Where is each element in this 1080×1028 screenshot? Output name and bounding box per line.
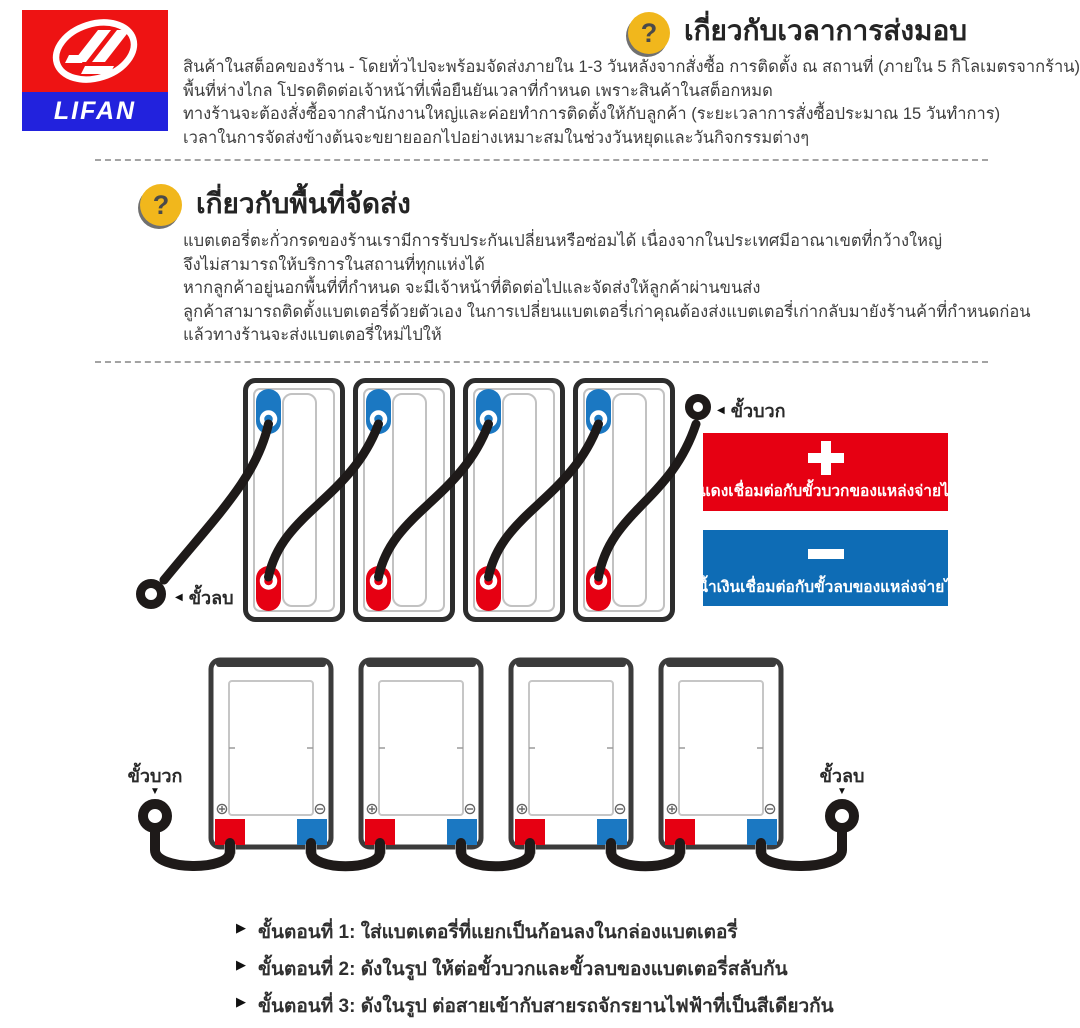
delivery-time-paragraph [183, 56, 1080, 150]
left-arrow-icon: ◀ [717, 404, 725, 416]
label-positive-terminal-top [717, 396, 786, 425]
section-title-delivery-time: เกี่ยวกับเวลาการส่งมอบ [684, 15, 968, 46]
down-arrow-icon: ▼ [150, 786, 160, 797]
text-line: จึงไม่สามารถให้บริการในสถานที่ทุกแห่งได้ [183, 255, 485, 274]
text-line: แบตเตอรี่ตะกั่วกรดของร้านเรามีการรับประกันเปลี่ยนหรือซ่อมได้ เนื่องจากในประเทศมีอาณาเขตที่กว้างใหญ่ [183, 232, 943, 250]
terminal-label-text: ขั้วบวก [730, 401, 786, 421]
label-negative-terminal-top [175, 583, 234, 612]
question-icon [140, 184, 182, 226]
battery-pack-front-view [143, 660, 854, 866]
step-item [236, 954, 834, 984]
dashed-separator [95, 361, 988, 363]
legend-negative-text: สีน้ำเงินเชื่อมต่อกับขั้วลบของแหล่งจ่ายไฟ [687, 579, 964, 596]
step-text: ขั้นตอนที่ 3: ดังในรูป ต่อสายเข้ากับสายรถจักรยานไฟฟ้าที่เป็นสีเดียวกัน [258, 996, 834, 1017]
dashed-separator [95, 159, 988, 161]
lifan-logo [22, 10, 168, 131]
question-mark-glyph: ? [152, 189, 170, 220]
negative-ring-terminal-bottom [830, 804, 854, 828]
lifan-name-band [22, 92, 168, 131]
down-arrow-icon: ▼ [837, 786, 847, 797]
left-arrow-icon: ◀ [175, 591, 183, 603]
installation-steps [236, 917, 834, 1028]
step-text: ขั้นตอนที่ 2: ดังในรูป ให้ต่อขั้วบวกและขั้วลบของแบตเตอรี่สลับกัน [258, 959, 788, 980]
section-title-delivery-area: เกี่ยวกับพื้นที่จัดส่ง [196, 188, 411, 219]
step-bullet-icon: ▶ [236, 920, 246, 935]
step-item [236, 991, 834, 1021]
negative-ring-terminal-top [141, 584, 162, 605]
step-item [236, 917, 834, 947]
text-line: ลูกค้าสามารถติดตั้งแบตเตอรี่ด้วยตัวเอง ในการเปลี่ยนแบตเตอรี่เก่าคุณต้องส่งแบตเตอรี่เก่ากลับมายังร้านค้าที่กำหนดก่อน [183, 302, 1031, 321]
plus-icon [808, 441, 844, 475]
lifan-emblem [22, 10, 168, 92]
text-line: เวลาในการจัดส่งข้างต้นจะขยายออกไปอย่างเหมาะสมในช่วงวันหยุดและวันกิจกรรมต่างๆ [183, 128, 810, 147]
question-mark-glyph: ? [640, 17, 658, 48]
step-text: ขั้นตอนที่ 1: ใส่แบตเตอรี่ที่แยกเป็นก้อนลงในกล่องแบตเตอรี่ [258, 922, 738, 943]
terminal-label-text: ขั้วลบ [188, 588, 234, 608]
text-line: สินค้าในสต็อคของร้าน - โดยทั่วไปจะพร้อมจัดส่งภายใน 1-3 วันหลังจากสั่งซื้อ การติดตั้ง ณ สถานที่ (ภายใน 5 กิโลเมตรจากร้าน) [183, 58, 1080, 76]
text-line: แล้วทางร้านจะส่งแบตเตอรี่ใหม่ไปให้ [183, 326, 442, 344]
delivery-area-paragraph [183, 230, 1031, 348]
step-bullet-icon: ▶ [236, 957, 246, 972]
legend-positive-banner [691, 433, 960, 511]
lifan-wordmark: LIFAN [53, 97, 137, 125]
positive-ring-terminal-top [689, 398, 707, 416]
minus-icon [808, 537, 844, 571]
text-line: พื้นที่ห่างไกล โปรดติดต่อเจ้าหน้าที่เพื่อยืนยันเวลาที่กำหนด เพราะสินค้าในสต็อกหมด [183, 81, 773, 100]
label-positive-terminal-bottom: ขั้วบวก [127, 766, 183, 786]
positive-ring-terminal-bottom [143, 804, 167, 828]
text-line: ทางร้านจะต้องสั่งซื้อจากสำนักงานใหญ่และค่อยทำการติดตั้งให้กับลูกค้า (ระยะเวลาการสั่งซื้อประมาณ 15 วันทำการ) [183, 105, 1001, 123]
legend-negative-banner [687, 530, 964, 606]
lifan-oval-icon [22, 10, 168, 92]
legend-positive-text: สีแดงเชื่อมต่อกับขั้วบวกของแหล่งจ่ายไฟ [691, 483, 960, 500]
question-icon [628, 12, 670, 54]
text-line: หากลูกค้าอยู่นอกพื้นที่ที่กำหนด จะมีเจ้าหน้าที่ติดต่อไปและจัดส่งให้ลูกค้าผ่านขนส่ง [183, 279, 761, 297]
label-negative-terminal-bottom: ขั้วลบ [819, 766, 865, 786]
step-bullet-icon: ▶ [236, 994, 246, 1009]
